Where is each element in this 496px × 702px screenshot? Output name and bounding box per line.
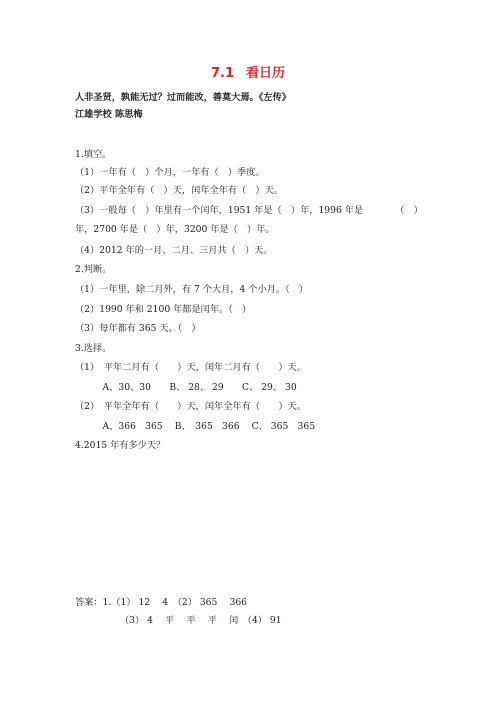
q4-title: 4.2015 年有多少天？ [75, 440, 166, 451]
lesson-number: 7.1 [210, 66, 234, 81]
q1-title: 1.填空。 [75, 149, 112, 160]
q1-item-2: （2）平年全年有（ ）天，闰年全年有（ ）天。 [75, 185, 283, 196]
q1-item-4: （4）2012 年的一月、二月、三月共（ ）天。 [75, 245, 273, 256]
q3-title: 3.选择。 [75, 343, 112, 354]
quote-line: 人非圣贤，孰能无过？过而能改，善莫大焉。《左传》 [75, 92, 291, 103]
q2-item-1: （1）一年里，除二月外，有 7 个大月，4 个小月。（ ） [75, 284, 309, 295]
author-line: 江雄学校 陈思梅 [75, 109, 143, 120]
answer-line-2: （3） 4 平 平 平 闰 （4） 91 [120, 615, 282, 626]
q3-item-1: （1） 平年二月有（ ）天，闰年二月有（ ）天。 [75, 362, 306, 373]
lesson-title: 看日历 [246, 66, 286, 81]
q2-item-2: （2）1990 年和 2100 年都是闰年。（ ） [75, 304, 252, 315]
page-title [0, 62, 496, 81]
q1-item-1: （1）一年有（ ）个月，一年有（ ）季度。 [75, 167, 265, 178]
answer-line-1: 答案：1.（1） 12 4 （2） 365 366 [75, 597, 248, 608]
q3-item-2: （2） 平年全年有（ ）天，闰年全年有（ ）天。 [75, 401, 306, 412]
q2-title: 2.判断。 [75, 264, 112, 275]
q3-item-1-options: A、30、30 B、 28、 29 C、 29、 30 [75, 382, 297, 393]
q3-item-2-options: A、366 365 B、 365 366 C、 365 365 [75, 421, 316, 432]
q1-item-3-cont: 年，2700 年是（ ）年，3200 年是（ ）年。 [75, 224, 275, 235]
q1-item-3: （3）一般每（ ）年里有一个闰年，1951 年是（ ）年，1996 年是 （ ） [75, 205, 423, 216]
q2-item-3: （3）每年都有 365 天。（ ） [75, 323, 201, 334]
